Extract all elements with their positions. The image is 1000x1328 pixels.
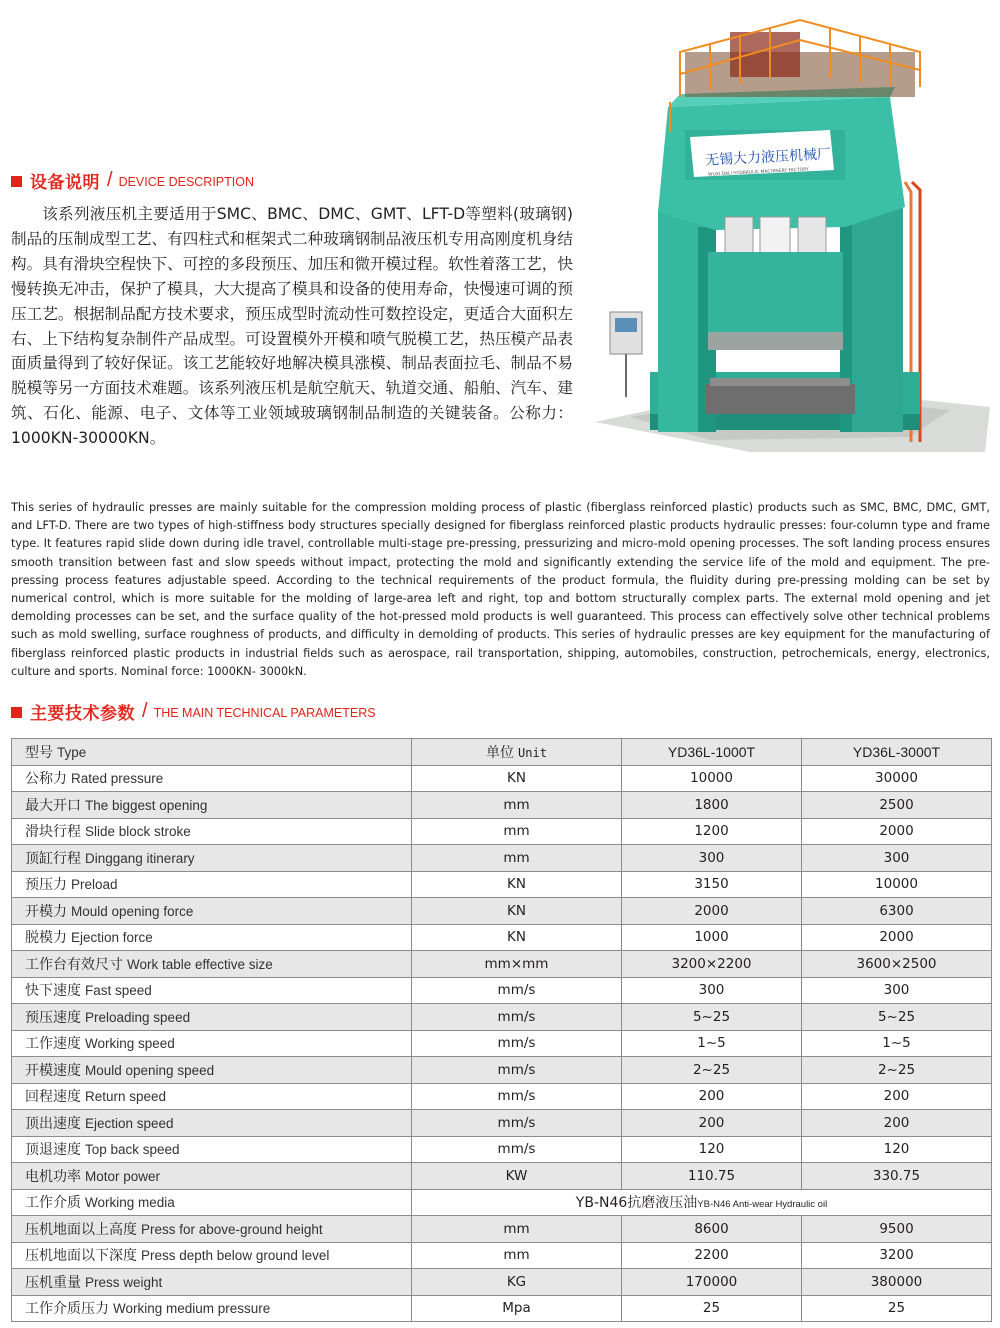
param-value-1000t: 1000: [622, 924, 802, 951]
param-value-1000t: 200: [622, 1083, 802, 1110]
param-name-en: Press weight: [85, 1274, 163, 1290]
header-name-cell: [12, 739, 412, 766]
param-name-en: The biggest opening: [85, 797, 208, 813]
param-value-1000t: 300: [622, 977, 802, 1004]
param-name-en: Work table effective size: [127, 956, 273, 972]
param-name-cn: 预压力: [25, 877, 67, 894]
param-unit: Mpa: [412, 1295, 622, 1322]
heading-slash: /: [142, 699, 148, 722]
table-row: [12, 1216, 992, 1243]
param-value-3000t: 200: [802, 1083, 992, 1110]
param-name-en: Working speed: [85, 1036, 175, 1052]
working-media-value: [412, 1189, 992, 1216]
param-value-1000t: 2000: [622, 898, 802, 925]
param-name-cell: [12, 871, 412, 898]
param-name-en: Press for above-ground height: [141, 1221, 323, 1237]
param-name-cell: [12, 818, 412, 845]
heading-slash: /: [107, 168, 113, 191]
param-name-cn: 滑块行程: [25, 824, 81, 841]
param-value-3000t: 9500: [802, 1216, 992, 1243]
param-value-1000t: 8600: [622, 1216, 802, 1243]
table-row: [12, 1136, 992, 1163]
param-unit: mm/s: [412, 1136, 622, 1163]
param-name-en: Mould opening force: [71, 903, 194, 919]
table-row: [12, 765, 992, 792]
table-row: [12, 1004, 992, 1031]
param-value-1000t: 25: [622, 1295, 802, 1322]
param-value-1000t: 1800: [622, 792, 802, 819]
param-unit: mm×mm: [412, 951, 622, 978]
table-row: [12, 871, 992, 898]
param-name-cn: 开模速度: [25, 1062, 81, 1079]
param-name-cell: [12, 951, 412, 978]
table-row: [12, 1163, 992, 1190]
param-name-cn: 压机地面以下深度: [25, 1248, 137, 1265]
param-value-3000t: 5~25: [802, 1004, 992, 1031]
param-name-cell: [12, 977, 412, 1004]
heading-cn: 主要技术参数: [30, 703, 135, 724]
banner-sub: WUXI DALI HYDRAULIC MACHINERY FACTORY: [707, 167, 809, 178]
hydraulic-press-image: [590, 12, 990, 452]
table-row: [12, 898, 992, 925]
param-name-en: Preload: [71, 877, 118, 893]
description-cn: [11, 202, 573, 451]
param-name-cn: 压机重量: [25, 1274, 81, 1291]
table-row: [12, 1295, 992, 1322]
table-row: [12, 924, 992, 951]
param-value-3000t: 30000: [802, 765, 992, 792]
param-name-cn: 预压速度: [25, 1009, 81, 1026]
param-value-3000t: 2500: [802, 792, 992, 819]
param-name-en: Fast speed: [85, 983, 152, 999]
param-name-cn: 公称力: [25, 771, 67, 788]
param-name-cn: 最大开口: [25, 797, 81, 814]
parameters-table: [11, 738, 992, 1322]
table-row: [12, 1083, 992, 1110]
param-name-cn: 工作介质: [25, 1195, 81, 1212]
table-row: [12, 1269, 992, 1296]
param-unit: mm/s: [412, 1057, 622, 1084]
param-value-1000t: 3200×2200: [622, 951, 802, 978]
header-model-2: YD36L-3000T: [802, 739, 992, 766]
param-value-1000t: 1200: [622, 818, 802, 845]
param-value-3000t: 25: [802, 1295, 992, 1322]
param-name-cn: 快下速度: [25, 983, 81, 1000]
param-name-cell: [12, 1136, 412, 1163]
param-value-3000t: 3200: [802, 1242, 992, 1269]
param-value-3000t: 330.75: [802, 1163, 992, 1190]
description-cn-text: 该系列液压机主要适用于SMC、BMC、DMC、GMT、LFT-D等塑料(玻璃钢)制品的压制成型工艺、有四柱式和框架式二种玻璃钢制品液压机专用高刚度机身结构。具有滑块空程快下、可控的多段预压、加压和微开模过程。软性着落工艺，快慢转换无冲击，保护了模具，大大提高了模具和设备的使用寿命，快慢速可调的预压工艺。根据制品配方技术要求，预压成型时流动性可数控设定，更适合大面积左右、上下结构复杂制件产品成型。可设置模外开模和喷气脱模工艺，热压模产品表面质量得到了较好保证。该工艺能较好地解决模具涨模、制品表面拉毛、制品不易脱模等另一方面技术难题。该系列液压机是航空航天、轨道交通、船舶、汽车、建筑、石化、能源、电子、文体等工业领域玻璃钢制品制造的关键装备。公称力：1000KN-30000KN。: [11, 205, 573, 448]
param-unit: mm: [412, 818, 622, 845]
param-value-3000t: 10000: [802, 871, 992, 898]
param-value-1000t: 2~25: [622, 1057, 802, 1084]
param-unit: KN: [412, 924, 622, 951]
param-unit: KG: [412, 1269, 622, 1296]
param-name-cn: 开模力: [25, 903, 67, 920]
param-unit: mm: [412, 1216, 622, 1243]
param-value-1000t: 3150: [622, 871, 802, 898]
table-row: [12, 1110, 992, 1137]
param-unit: mm: [412, 1242, 622, 1269]
table-row-working-media: [12, 1189, 992, 1216]
param-value-3000t: 6300: [802, 898, 992, 925]
param-name-cell: [12, 1295, 412, 1322]
table-row: [12, 1242, 992, 1269]
param-name-cell: [12, 845, 412, 872]
param-name-cell: [12, 1057, 412, 1084]
param-name-cell: [12, 1110, 412, 1137]
heading-en: THE MAIN TECHNICAL PARAMETERS: [153, 705, 376, 720]
param-unit: mm: [412, 792, 622, 819]
param-value-3000t: 380000: [802, 1269, 992, 1296]
param-name-cn: 顶退速度: [25, 1142, 81, 1159]
param-value-3000t: 200: [802, 1110, 992, 1137]
param-value-3000t: 1~5: [802, 1030, 992, 1057]
param-value-1000t: 5~25: [622, 1004, 802, 1031]
param-value-1000t: 170000: [622, 1269, 802, 1296]
param-name-en: Working medium pressure: [113, 1301, 271, 1317]
parameters-heading: [11, 698, 376, 724]
param-value-3000t: 2~25: [802, 1057, 992, 1084]
param-name-en: Top back speed: [85, 1142, 180, 1158]
param-name-en: Return speed: [85, 1089, 167, 1105]
media-value-en: YB-N46 Anti-wear Hydraulic oil: [697, 1199, 828, 1211]
param-value-3000t: 120: [802, 1136, 992, 1163]
param-name-cell: [12, 1269, 412, 1296]
param-name-cell: [12, 792, 412, 819]
param-name-cn: 工作速度: [25, 1036, 81, 1053]
red-square-icon: [11, 176, 22, 187]
heading-en: DEVICE DESCRIPTION: [118, 174, 254, 189]
param-unit: mm/s: [412, 977, 622, 1004]
param-unit: mm/s: [412, 1004, 622, 1031]
table-row: [12, 1030, 992, 1057]
param-name-cn: 回程速度: [25, 1089, 81, 1106]
header-unit-cell: [412, 739, 622, 766]
param-value-3000t: 2000: [802, 818, 992, 845]
table-row: [12, 977, 992, 1004]
param-name-cn: 电机功率: [25, 1168, 81, 1185]
param-unit: KW: [412, 1163, 622, 1190]
param-value-1000t: 110.75: [622, 1163, 802, 1190]
param-name-en: Dinggang itinerary: [85, 850, 195, 866]
param-unit: KN: [412, 765, 622, 792]
param-unit: mm/s: [412, 1030, 622, 1057]
param-value-3000t: 2000: [802, 924, 992, 951]
param-name-cell: [12, 1242, 412, 1269]
table-row: [12, 845, 992, 872]
param-name-cell: [12, 1030, 412, 1057]
param-value-3000t: 300: [802, 977, 992, 1004]
header-unit-cn: 单位: [486, 744, 515, 761]
param-unit: mm/s: [412, 1083, 622, 1110]
header-unit-en: Unit: [518, 745, 547, 760]
param-unit: KN: [412, 898, 622, 925]
param-value-3000t: 3600×2500: [802, 951, 992, 978]
param-value-3000t: 300: [802, 845, 992, 872]
param-name-cn: 工作台有效尺寸: [25, 956, 123, 973]
param-name-cell: [12, 1083, 412, 1110]
banner-text: 无锡大力液压机械厂: [704, 146, 832, 169]
param-name-en: Rated pressure: [71, 771, 164, 787]
param-name-en: Ejection speed: [85, 1115, 174, 1131]
description-en: This series of hydraulic presses are mainly suitable for the compression molding process of plastic (fiberglass reinforced plastic) products such as SMC, BMC, DMC, GMT, and LFT-D. There are two types of high-stiffness body structures specially designed for fiberglass reinforced plastic products hydraulic presses: four-column type and frame type. It features rapid slide down during idle travel, controllable multi-stage pre-pressing, pressurizing and micro-mold opening processes. The soft landing process ensures smooth transition between fast and slow speeds without impact, protecting the mold and significantly extending the service life of the mold and equipment. The pre-pressing process features adjustable speed. According to the technical requirements of the product formula, the fluidity during pre-pressing molding can be set by numerical control, which is more suitable for the molding of large-area left and right, top and bottom structurally complex parts. The external mold opening and jet demolding processes can be set, and the surface quality of the hot-pressed mold products is well guaranteed. This process can effectively solve other technical problems such as mold swelling, surface roughness of products, and difficulty in demolding of products. This series of hydraulic presses are key equipment for the manufacturing of fiberglass reinforced plastic products in industrial fields such as aerospace, rail transportation, shipping, automobiles, construction, petrochemicals, energy, electronics, culture and sports. Nominal force: 1000KN- 3000kN.: [11, 501, 990, 678]
param-name-cell: [12, 1189, 412, 1216]
param-name-en: Working media: [85, 1195, 175, 1211]
param-unit: mm: [412, 845, 622, 872]
param-name-cell: [12, 1004, 412, 1031]
param-unit: mm/s: [412, 1110, 622, 1137]
param-name-en: Mould opening speed: [85, 1062, 215, 1078]
table-header-row: [12, 739, 992, 766]
header-name-en: Type: [57, 744, 87, 760]
param-value-1000t: 1~5: [622, 1030, 802, 1057]
media-value-cn: YB-N46抗磨液压油: [575, 1195, 698, 1212]
param-name-cn: 顶出速度: [25, 1115, 81, 1132]
param-name-cell: [12, 765, 412, 792]
param-name-en: Preloading speed: [85, 1009, 191, 1025]
header-model-1: YD36L-1000T: [622, 739, 802, 766]
red-square-icon: [11, 707, 22, 718]
device-description-heading: [11, 167, 254, 193]
table-row: [12, 792, 992, 819]
param-name-cell: [12, 924, 412, 951]
param-name-cn: 压机地面以上高度: [25, 1221, 137, 1238]
param-name-en: Slide block stroke: [85, 824, 191, 840]
param-name-en: Press depth below ground level: [141, 1248, 330, 1264]
param-name-en: Motor power: [85, 1168, 161, 1184]
heading-cn: 设备说明: [30, 172, 100, 193]
param-name-cn: 脱模力: [25, 930, 67, 947]
header-name-cn: 型号: [25, 744, 53, 761]
param-unit: KN: [412, 871, 622, 898]
param-value-1000t: 200: [622, 1110, 802, 1137]
table-row: [12, 951, 992, 978]
param-name-cell: [12, 898, 412, 925]
parameters-table-body: [12, 739, 992, 1322]
table-row: [12, 818, 992, 845]
param-name-cn: 工作介质压力: [25, 1301, 109, 1318]
param-name-cell: [12, 1163, 412, 1190]
param-name-cn: 顶缸行程: [25, 850, 81, 867]
param-value-1000t: 300: [622, 845, 802, 872]
table-row: [12, 1057, 992, 1084]
param-value-1000t: 2200: [622, 1242, 802, 1269]
param-name-en: Ejection force: [71, 930, 153, 946]
param-value-1000t: 120: [622, 1136, 802, 1163]
param-value-1000t: 10000: [622, 765, 802, 792]
param-name-cell: [12, 1216, 412, 1243]
